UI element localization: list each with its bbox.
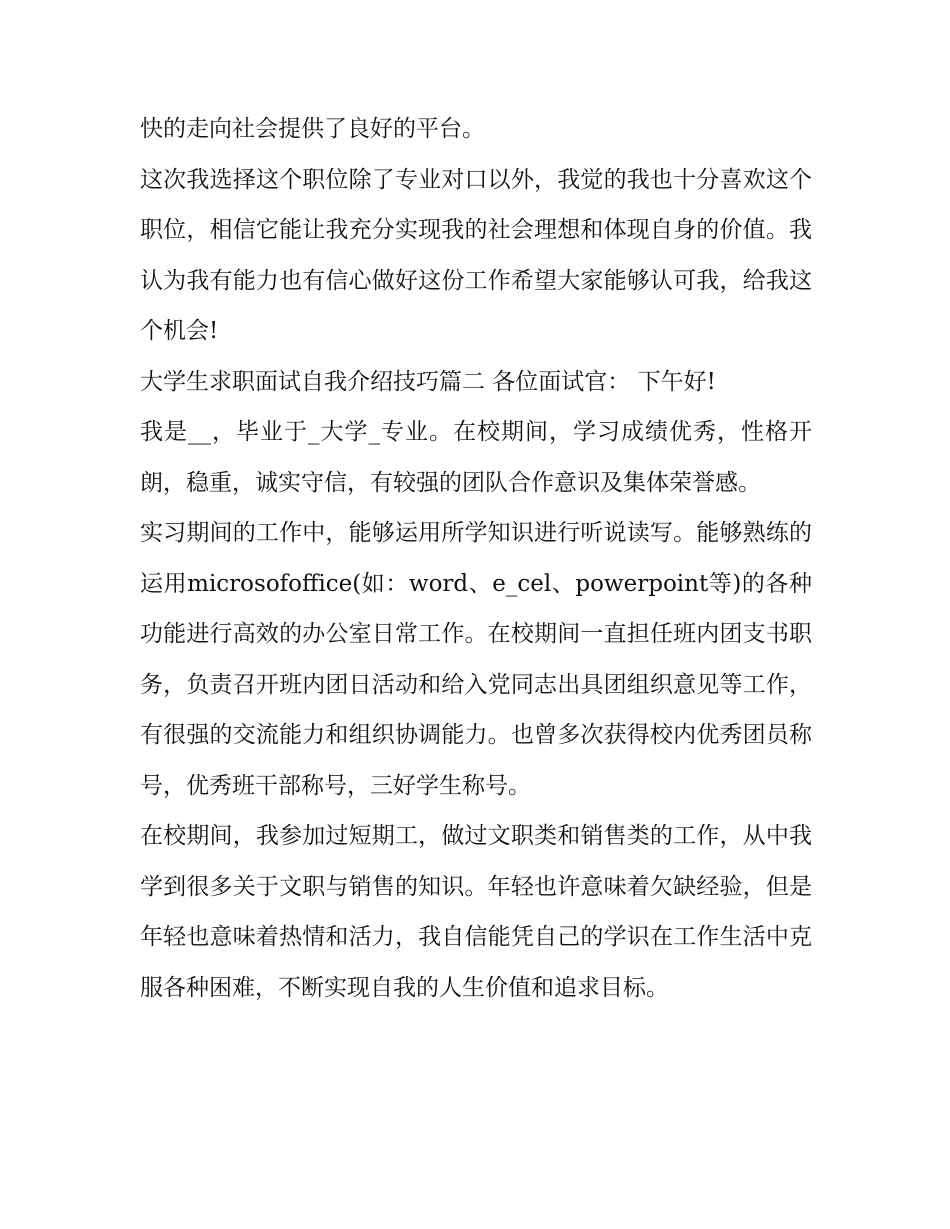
paragraph-heading-greeting: 大学生求职面试自我介绍技巧篇二 各位面试官： 下午好! <box>140 368 716 395</box>
paragraph-internship: 实习期间的工作中，能够运用所学知识进行听说读写。能够熟练的运用microsofoffice(如：word、e_cel、powerpoint等)的各种功能进行高效的办公室日常工作。在校期间一直担任班内团支书职务，负责召开班内团日活动和给入党同志出具团组织意见等工作，有很强的交流能力和组织协调能力。也曾多次获得校内优秀团员称号，优秀班干部称号，三好学生称号。 <box>140 520 812 799</box>
paragraph-continuation: 快的走向社会提供了良好的平台。 <box>140 116 485 142</box>
paragraph-introduction: 我是__，毕业于_大学_专业。在校期间，学习成绩优秀，性格开朗，稳重，诚实守信，有较强的团队合作意识及集体荣誉感。 <box>140 419 812 496</box>
paragraph-campus-work: 在校期间，我参加过短期工，做过文职类和销售类的工作，从中我学到很多关于文职与销售的知识。年轻也许意味着欠缺经验，但是年轻也意味着热情和活力，我自信能凭自己的学识在工作生活中克服各种困难，不断实现自我的人生价值和追求目标。 <box>140 823 812 1001</box>
paragraph-job-choice: 这次我选择这个职位除了专业对口以外，我觉的我也十分喜欢这个职位，相信它能让我充分实现我的社会理想和体现自身的价值。我认为我有能力也有信心做好这份工作希望大家能够认可我，给我这个机会! <box>140 166 812 344</box>
document-body <box>140 104 812 1013</box>
